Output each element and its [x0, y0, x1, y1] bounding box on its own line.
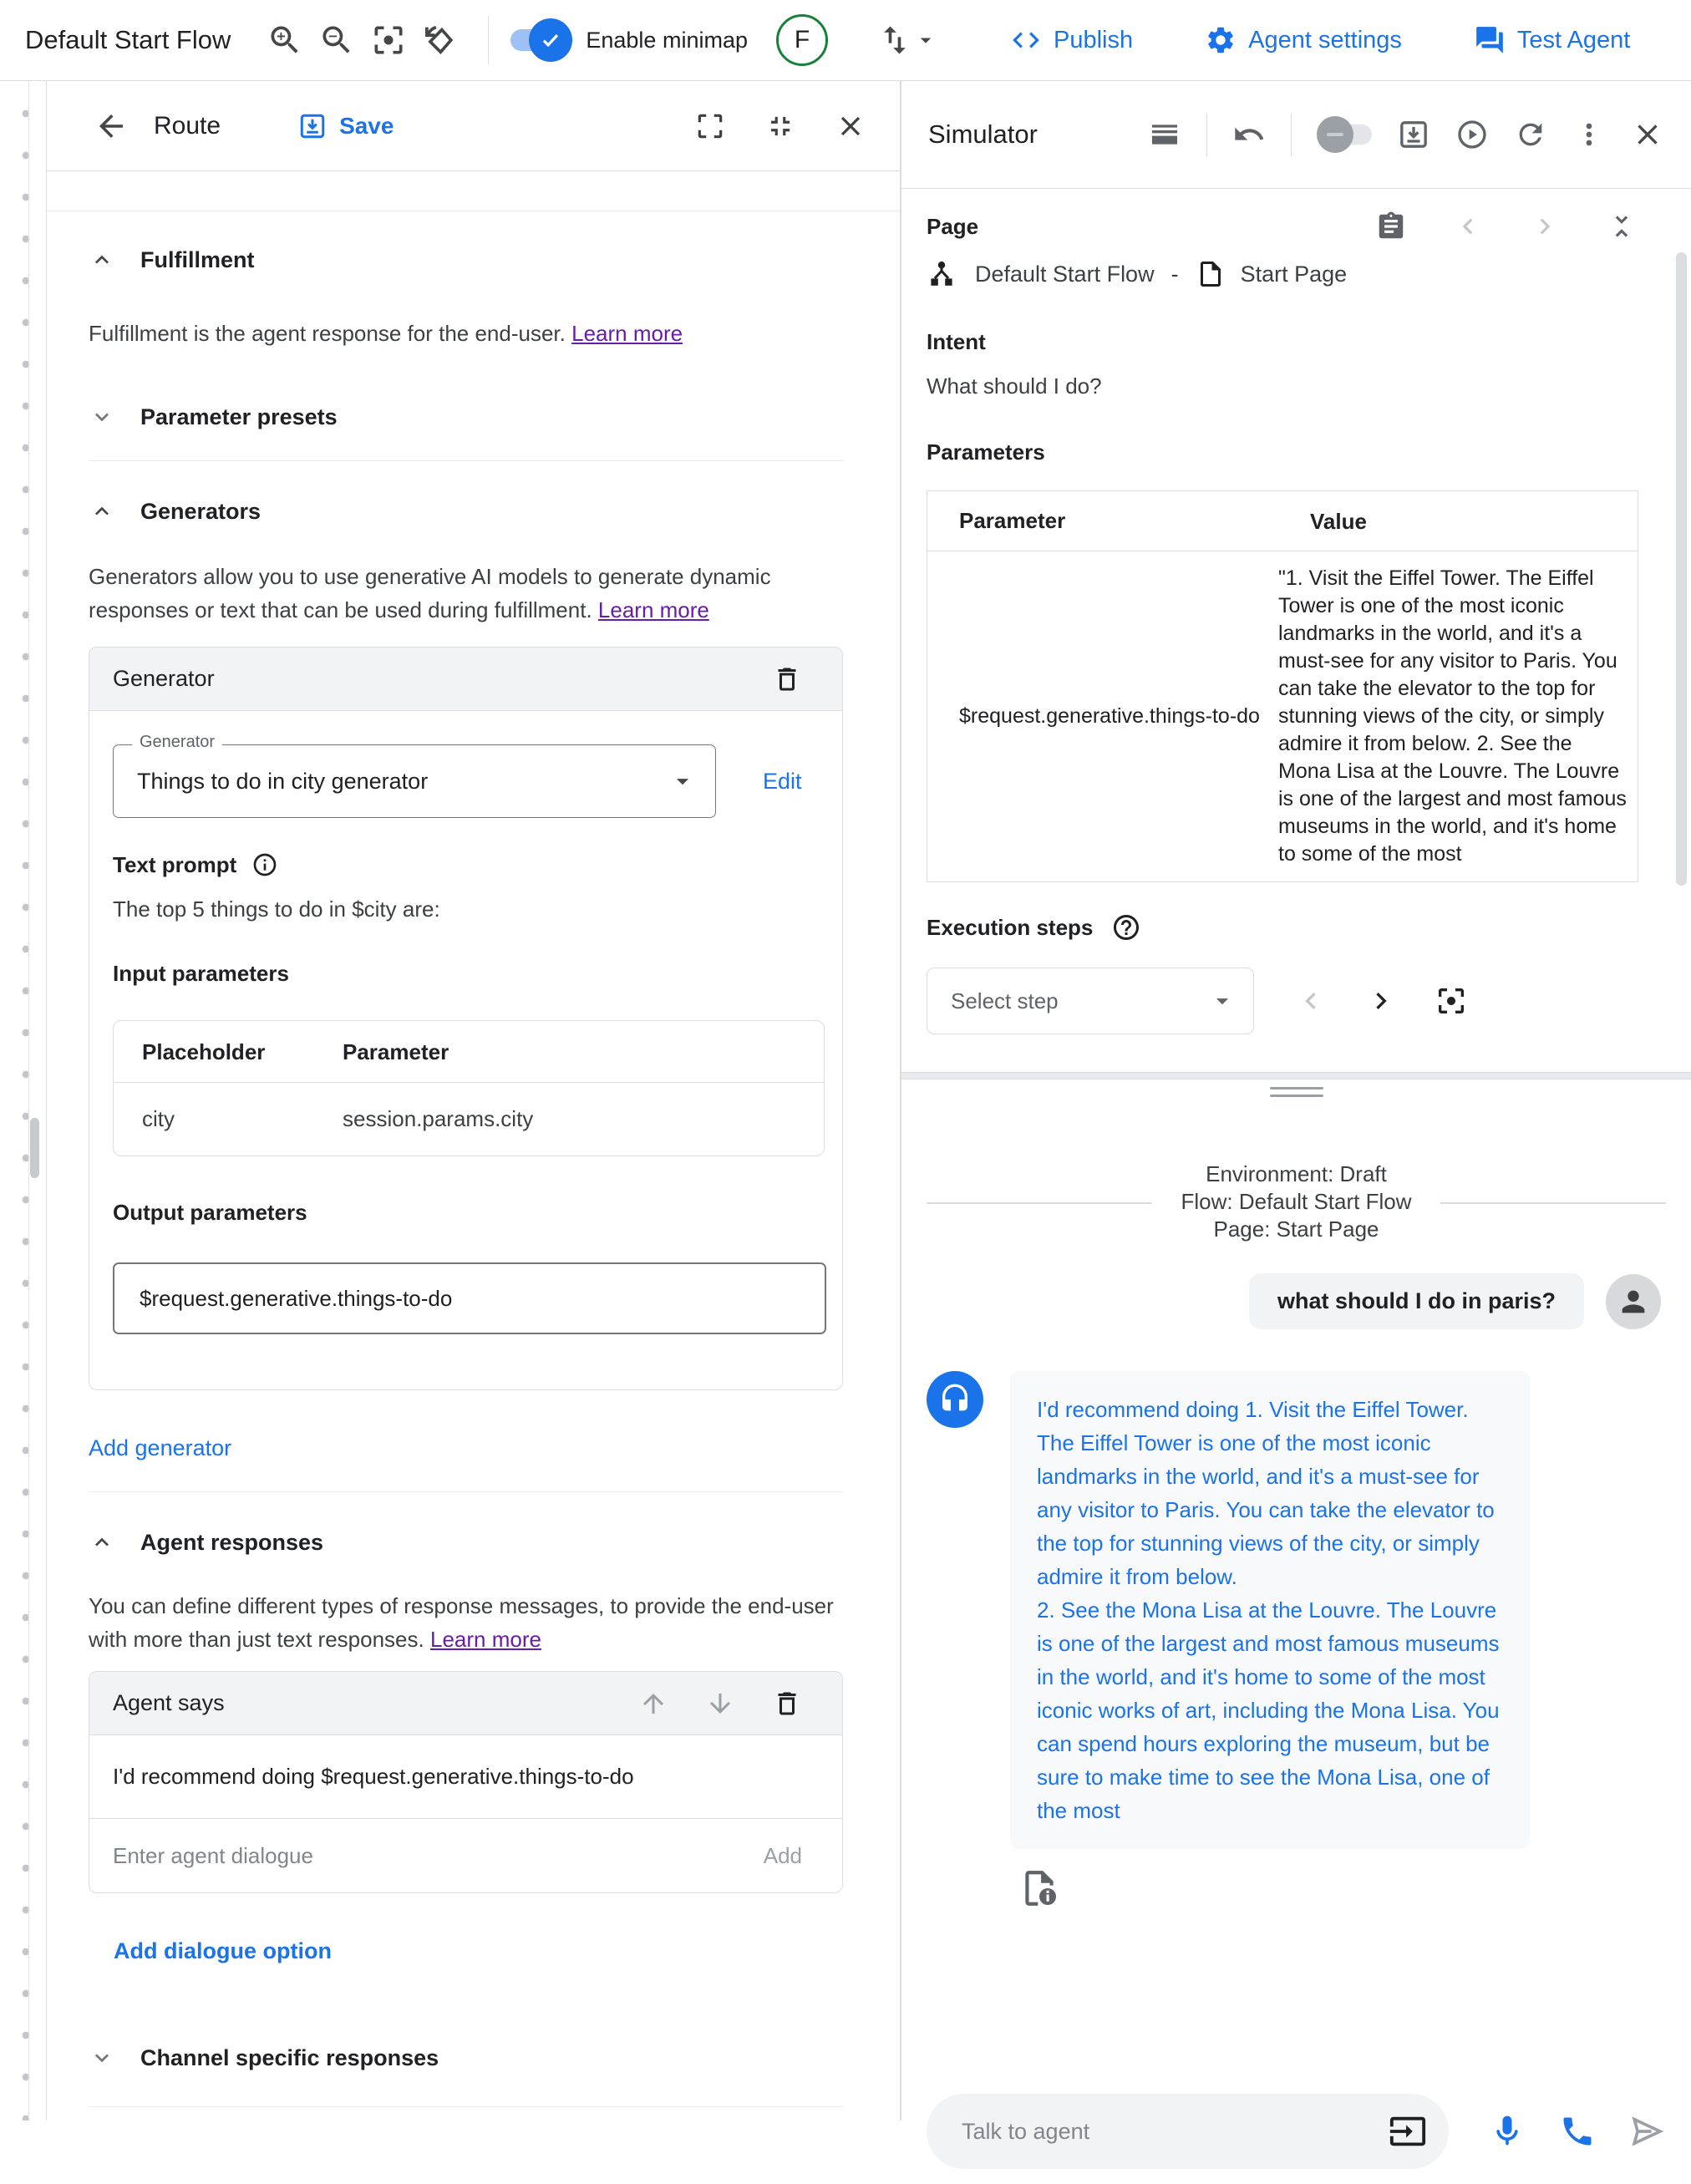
panel-splitter[interactable] [901, 1072, 1691, 1079]
column-header: Parameter [927, 491, 1278, 551]
agent-settings-label: Agent settings [1248, 26, 1402, 53]
column-header: Value [1278, 491, 1638, 551]
flow-breadcrumb [927, 259, 1638, 289]
agent-avatar [927, 1371, 983, 1428]
save-button[interactable] [297, 111, 394, 141]
swap-vert-icon [876, 22, 913, 58]
fulfillment-learn-more-link[interactable]: Learn more [571, 321, 683, 346]
text-prompt-value: The top 5 things to do in $city are: [113, 896, 440, 922]
minimap-toggle-label: Enable minimap [586, 27, 748, 53]
chat-icon [1474, 24, 1506, 56]
chat-area [901, 1161, 1691, 2184]
agent-says-card-header [89, 1672, 842, 1735]
parameters-label: Parameters [927, 439, 1045, 465]
send-icon[interactable] [1629, 2113, 1666, 2150]
chevron-down-icon [913, 28, 938, 53]
agent-message-bubble [1010, 1371, 1530, 1849]
input-parameters-table [113, 1020, 825, 1156]
agent-settings-button[interactable] [1205, 24, 1402, 56]
previous-step-icon[interactable] [1294, 984, 1328, 1018]
flow-name[interactable]: Default Start Flow [975, 261, 1155, 287]
agent-responses-description-text: You can define different types of response messages, to provide the end-user with more than just text responses. [89, 1593, 834, 1652]
publish-button[interactable] [1010, 24, 1133, 56]
generators-title: Generators [140, 498, 262, 524]
delete-icon[interactable] [772, 664, 802, 694]
code-icon [1010, 24, 1042, 56]
sort-order-button[interactable] [876, 22, 938, 58]
agent-dialogue-row [89, 1819, 842, 1892]
agent-responses-section-header [89, 1529, 843, 1556]
add-dialogue-button[interactable]: Add [763, 1842, 802, 1868]
simulator-header [901, 81, 1691, 189]
restart-icon[interactable] [1514, 118, 1547, 151]
simulator-toggle[interactable] [1317, 116, 1372, 153]
reset-view-icon[interactable] [422, 22, 459, 58]
publish-label: Publish [1053, 26, 1134, 53]
agent-responses-learn-more-link[interactable]: Learn more [429, 1627, 541, 1652]
table-row[interactable] [114, 1083, 824, 1155]
talk-pill [927, 2094, 1449, 2169]
zoom-out-icon[interactable] [318, 22, 355, 58]
intent-value: What should I do? [927, 373, 1102, 399]
generators-section-header [89, 498, 843, 525]
splitter-drag-handle[interactable] [1270, 1087, 1323, 1097]
fulfillment-description [89, 317, 843, 350]
fullscreen-icon[interactable] [694, 110, 726, 142]
text-prompt-label: Text prompt [113, 851, 237, 877]
simulator-title: Simulator [928, 119, 1038, 149]
save-label: Save [339, 112, 394, 139]
info-icon[interactable] [251, 851, 278, 878]
execution-steps-label: Execution steps [927, 914, 1094, 940]
agent-dialogue-input[interactable] [113, 1843, 764, 1869]
table-header-row [114, 1021, 824, 1083]
dropdown-caret-icon [668, 767, 697, 795]
view-list-icon[interactable] [1148, 118, 1181, 151]
input-mode-icon[interactable] [1389, 2112, 1427, 2151]
talk-to-agent-input[interactable] [962, 2119, 1389, 2145]
collapse-chevron-up-icon[interactable] [89, 498, 115, 525]
route-panel [46, 81, 901, 2121]
page-label: Page [927, 213, 979, 239]
page-name[interactable]: Start Page [1240, 261, 1348, 287]
placeholder-cell: city [142, 1106, 175, 1131]
fulfillment-description-text: Fulfillment is the agent response for the end-user. [89, 321, 566, 346]
output-parameter-input[interactable] [113, 1262, 826, 1334]
route-panel-title: Route [154, 111, 221, 140]
panel-resize-handle[interactable] [30, 1118, 39, 1178]
generator-card-title: Generator [113, 666, 215, 691]
undo-icon[interactable] [1232, 118, 1266, 151]
agent-says-card [89, 1671, 843, 1893]
center-focus-icon[interactable] [370, 22, 407, 58]
agent-message-part2: 2. See the Mona Lisa at the Louvre. The Louvre is one of the largest and most famous museums in the world, and it's home to some of the most iconic works of art, including the Mona Lisa. You can spend hours exploring the museum, but be sure to make time to see the Mona Lisa, one of the most [1037, 1597, 1500, 1823]
column-header: Placeholder [114, 1021, 314, 1083]
flow-title: Default Start Flow [25, 25, 231, 54]
select-step-dropdown[interactable] [927, 968, 1254, 1034]
parameter-presets-section-header [89, 404, 843, 430]
agent-responses-description [89, 1589, 849, 1656]
collapse-chevron-up-icon[interactable] [89, 1529, 115, 1556]
input-parameters-title: Input parameters [113, 961, 289, 986]
channel-specific-section-header [89, 2044, 843, 2071]
toolbar-divider [488, 16, 489, 64]
person-icon [1617, 1285, 1650, 1318]
simulator-panel [901, 81, 1691, 2121]
flow-canvas[interactable] [0, 81, 46, 2121]
agent-responses-title: Agent responses [140, 1529, 324, 1555]
flow-icon [927, 259, 957, 289]
move-up-icon[interactable] [638, 1689, 668, 1719]
save-session-icon[interactable] [1397, 118, 1430, 151]
generator-select-label: Generator [132, 733, 222, 752]
parameters-table [927, 490, 1638, 882]
select-step-value: Select step [951, 988, 1059, 1013]
route-panel-header [47, 81, 900, 171]
clipboard-icon[interactable] [1375, 211, 1407, 242]
agent-message-part1: I'd recommend doing 1. Visit the Eiffel Tower. The Eiffel Tower is one of the most iconic landmarks in the world, and it's a must-see for any visitor to Paris. You can take the elevator to the top for stunning views of the city, or simply admire it from below. [1037, 1397, 1495, 1589]
generator-select-value: Things to do in city generator [137, 769, 429, 794]
page-line: Page: Start Page [1213, 1216, 1379, 1242]
scrollbar[interactable] [1676, 252, 1687, 886]
canvas-edge-line [28, 81, 29, 2121]
user-message-row [927, 1273, 1666, 1329]
section-divider [89, 1491, 843, 1492]
parameter-cell: session.params.city [343, 1106, 534, 1131]
test-agent-button[interactable] [1474, 24, 1630, 56]
toolbar-divider [1206, 113, 1207, 156]
flow-line: Flow: Default Start Flow [1181, 1189, 1412, 1214]
section-divider [89, 460, 843, 461]
exit-fullscreen-icon[interactable] [764, 110, 796, 142]
intent-label: Intent [927, 329, 986, 354]
divider-line [1440, 1202, 1666, 1204]
dropdown-caret-icon [1208, 987, 1237, 1015]
section-divider [89, 2106, 843, 2107]
chevron-left-icon[interactable] [1452, 211, 1484, 242]
play-icon[interactable] [1455, 118, 1489, 151]
close-icon[interactable] [835, 110, 866, 142]
save-icon [297, 111, 328, 141]
route-panel-subheader [47, 171, 900, 211]
test-agent-label: Test Agent [1516, 26, 1631, 53]
add-generator-link[interactable]: Add generator [89, 1435, 232, 1460]
page-icon [1196, 259, 1226, 289]
generators-description [89, 560, 849, 627]
edit-generator-link[interactable]: Edit [763, 768, 802, 794]
table-row [927, 551, 1638, 881]
add-dialogue-option-link[interactable]: Add dialogue option [114, 1938, 332, 1963]
chat-input-row [927, 2094, 1666, 2169]
microphone-icon[interactable] [1489, 2113, 1526, 2150]
headset-icon [938, 1383, 972, 1416]
close-icon[interactable] [1631, 118, 1664, 151]
parameter-presets-title: Parameter presets [140, 404, 338, 429]
generator-card [89, 647, 843, 1390]
phone-icon[interactable] [1559, 2113, 1596, 2150]
top-toolbar [0, 0, 1691, 81]
divider-line [927, 1202, 1152, 1204]
simulator-scroll-area [901, 189, 1691, 1072]
collapse-section-icon[interactable] [1606, 211, 1638, 242]
agent-says-title: Agent says [113, 1690, 225, 1715]
expand-chevron-down-icon[interactable] [89, 2044, 115, 2071]
environment-line: Environment: Draft [1206, 1161, 1387, 1186]
value-cell: "1. Visit the Eiffel Tower. The Eiffel Tower is one of the most iconic landmarks in the world, and it's a must-see for any visitor to Paris. You can take the elevator to the top for stunning views of the city, or simply admire it from below. 2. See the Mona Lisa at the Louvre. The Louvre is one of the largest and most famous museums in the world, and it's home to some of the most [1278, 566, 1627, 866]
move-down-icon[interactable] [705, 1689, 735, 1719]
more-vert-icon[interactable] [1572, 118, 1606, 151]
avatar[interactable]: F [776, 14, 828, 66]
execution-steps-header [927, 912, 1638, 942]
next-step-icon[interactable] [1364, 984, 1398, 1018]
minimap-toggle[interactable] [510, 23, 572, 57]
page-section-header [927, 211, 1638, 242]
generators-learn-more-link[interactable]: Learn more [597, 597, 709, 622]
generator-select[interactable] [113, 733, 716, 818]
expand-chevron-down-icon[interactable] [89, 404, 115, 430]
generators-description-text: Generators allow you to use generative AI models to generate dynamic responses or text that can be used during fulfillment. [89, 564, 771, 622]
check-icon [538, 28, 563, 53]
collapse-chevron-up-icon[interactable] [89, 246, 115, 273]
output-parameters-title: Output parameters [113, 1200, 307, 1225]
focus-step-icon[interactable] [1435, 984, 1468, 1018]
gear-icon [1205, 24, 1237, 56]
zoom-in-icon[interactable] [267, 22, 303, 58]
table-header-row [927, 491, 1638, 551]
response-info-icon[interactable] [1018, 1867, 1060, 1909]
step-navigation [927, 968, 1638, 1034]
fulfillment-section-header [89, 246, 843, 273]
back-arrow-icon[interactable] [94, 109, 129, 144]
user-message-bubble: what should I do in paris? [1249, 1273, 1584, 1329]
delete-icon[interactable] [772, 1689, 802, 1719]
column-header: Parameter [314, 1021, 824, 1083]
chevron-right-icon[interactable] [1529, 211, 1561, 242]
channel-specific-title: Channel specific responses [140, 2044, 439, 2070]
agent-message-row [927, 1371, 1666, 1849]
parameter-cell: $request.generative.things-to-do [959, 704, 1260, 728]
help-icon[interactable] [1111, 912, 1141, 942]
user-avatar [1606, 1274, 1661, 1329]
toolbar-divider [1291, 113, 1292, 156]
generator-card-header [89, 648, 842, 711]
breadcrumb-separator: - [1170, 261, 1179, 287]
agent-says-message[interactable]: I'd recommend doing $request.generative.things-to-do [89, 1735, 842, 1819]
session-environment [927, 1161, 1666, 1243]
fulfillment-title: Fulfillment [140, 246, 255, 272]
